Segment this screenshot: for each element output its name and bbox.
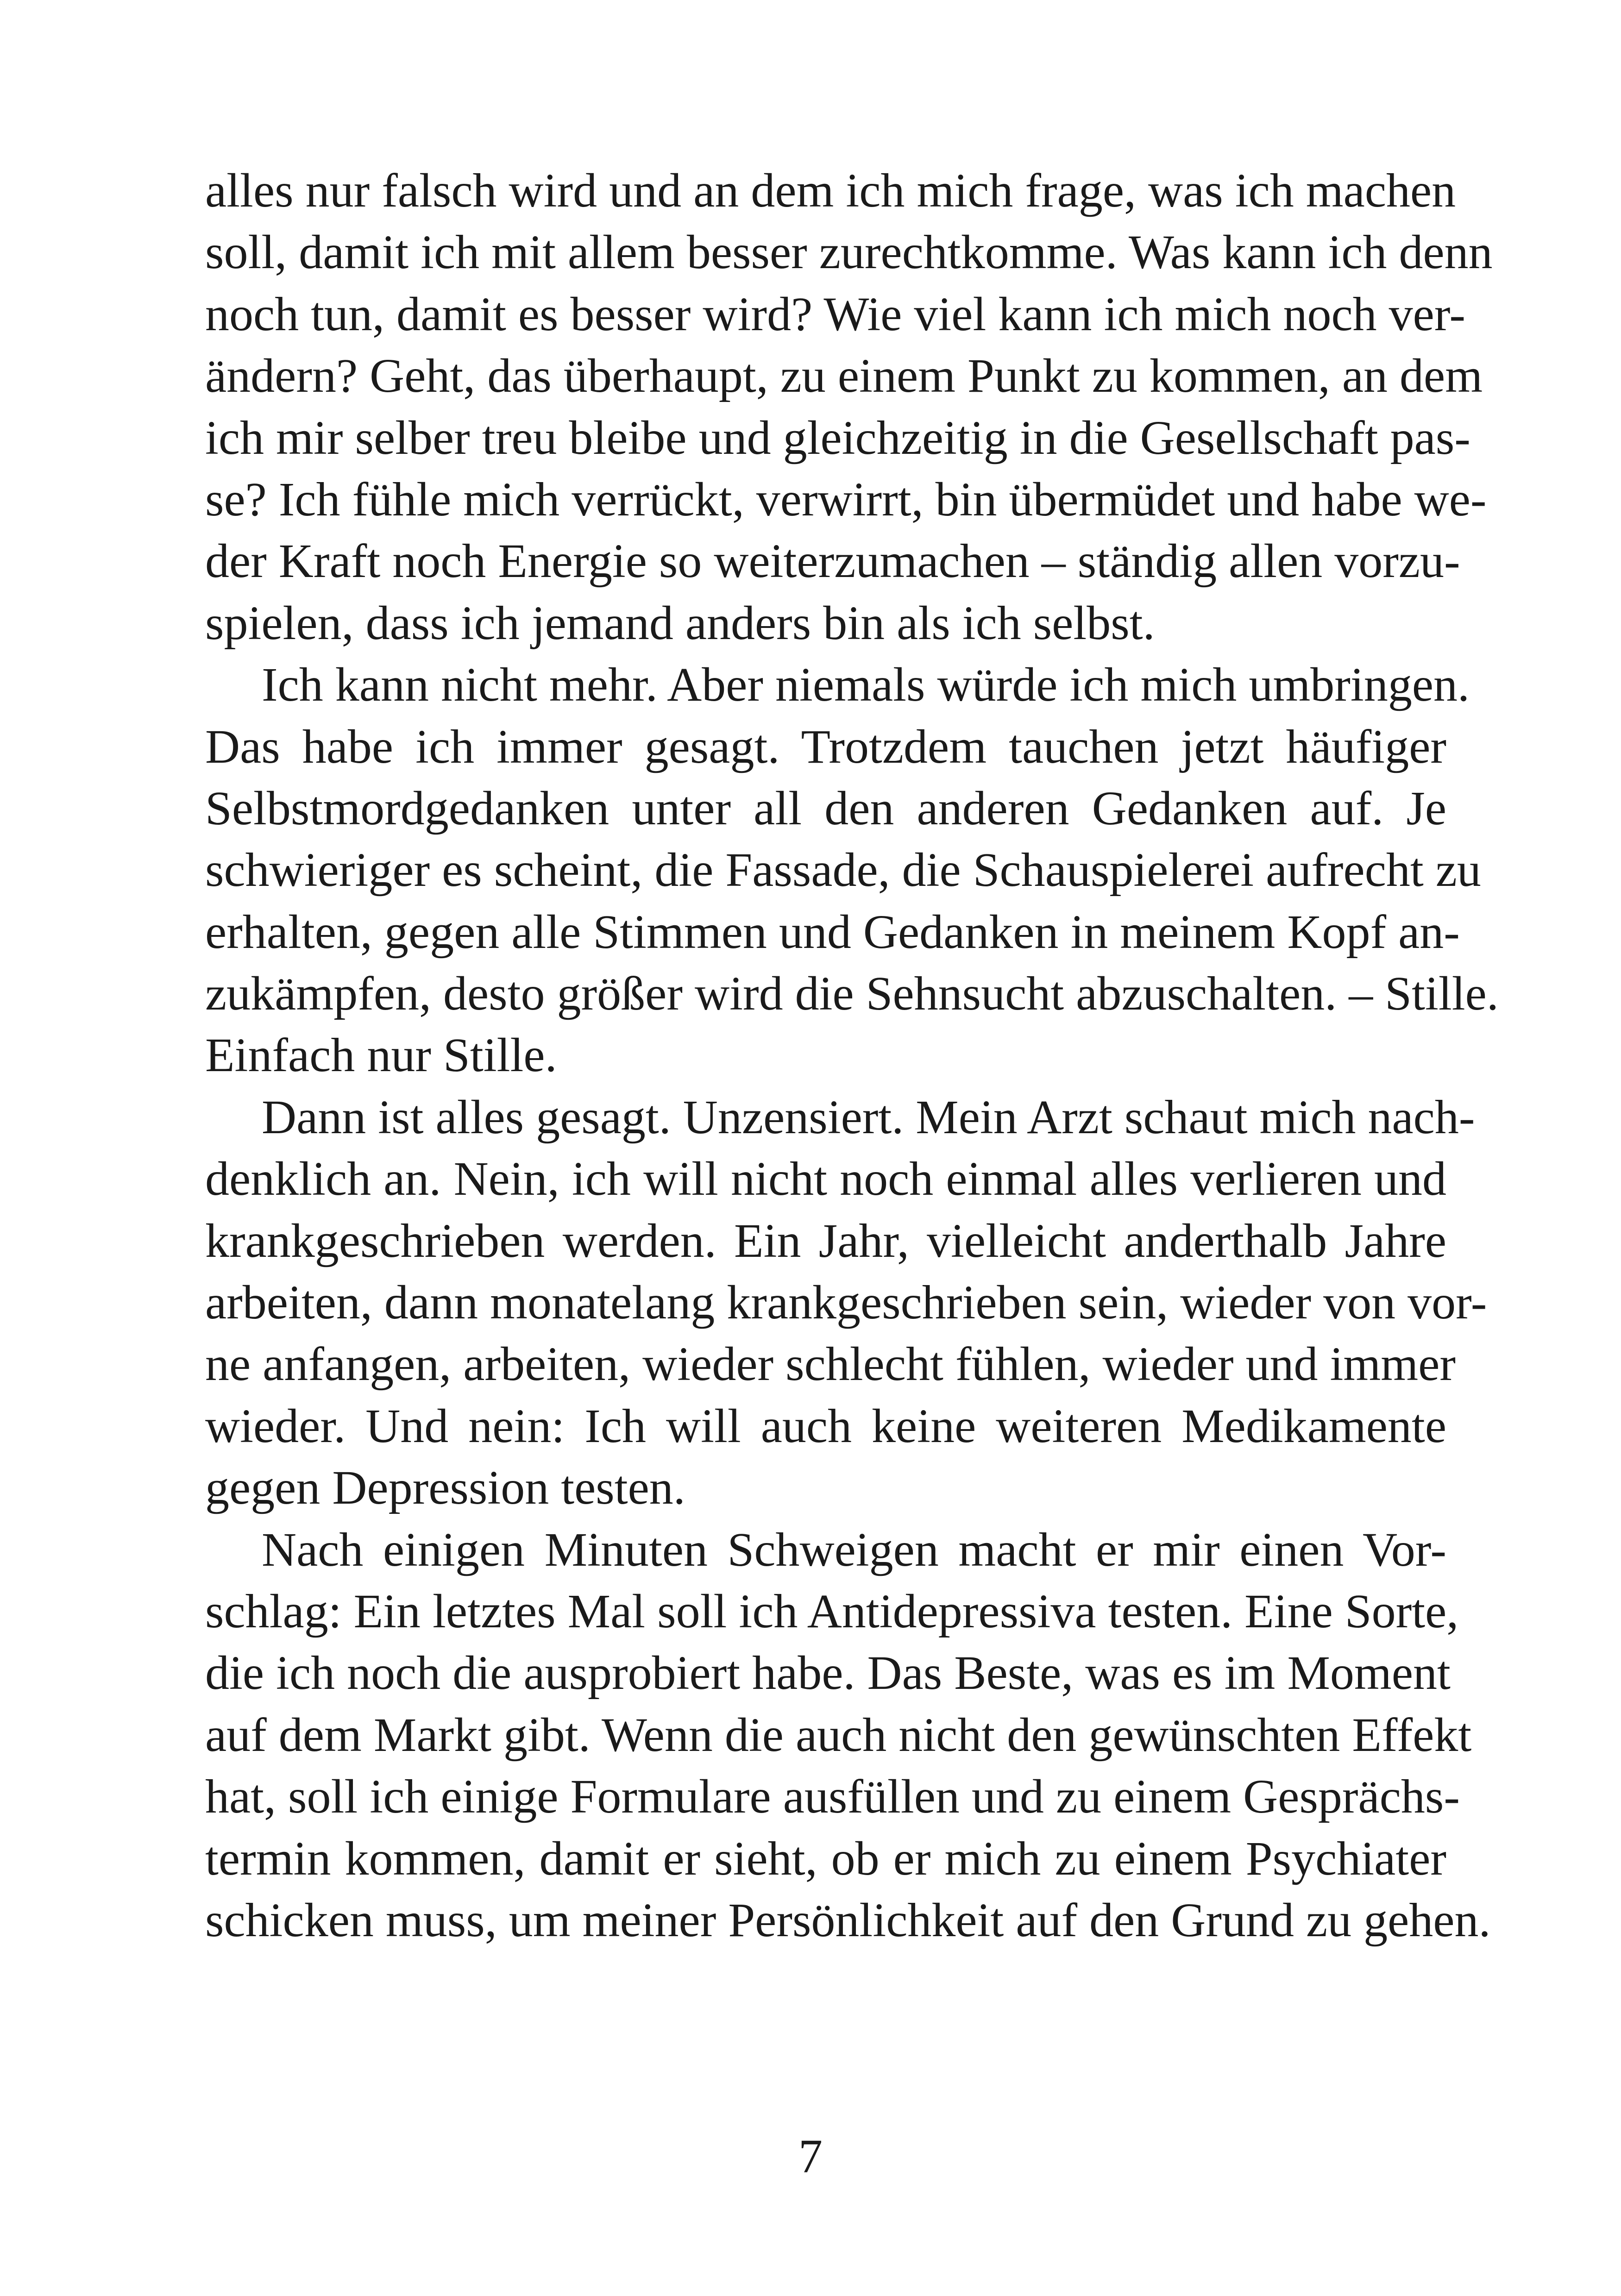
text-line: wieder. Und nein: Ich will auch keine weiteren Medikamente xyxy=(205,1399,1446,1453)
text-line: gegen Depression testen. xyxy=(205,1461,685,1515)
text-line: die ich noch die ausprobiert habe. Das Beste, was es im Moment xyxy=(205,1646,1451,1700)
text-line: Ich kann nicht mehr. Aber niemals würde ich mich umbringen. xyxy=(262,658,1470,712)
text-line: ich mir selber treu bleibe und gleichzeitig in die Gesellschaft pas- xyxy=(205,411,1470,464)
text-line: schwieriger es scheint, die Fassade, die Schauspielerei aufrecht zu xyxy=(205,843,1481,897)
text-line: spielen, dass ich jemand anders bin als ich selbst. xyxy=(205,596,1155,650)
text-line: Nach einigen Minuten Schweigen macht er mir einen Vor- xyxy=(262,1523,1446,1576)
text-line: schicken muss, um meiner Persönlichkeit auf den Grund zu gehen. xyxy=(205,1893,1491,1947)
text-line: Das habe ich immer gesagt. Trotzdem tauchen jetzt häufiger xyxy=(205,720,1446,773)
text-line: auf dem Markt gibt. Wenn die auch nicht den gewünschten Effekt xyxy=(205,1708,1472,1762)
text-line: ändern? Geht, das überhaupt, zu einem Punkt zu kommen, an dem xyxy=(205,349,1483,403)
text-line: der Kraft noch Energie so weiterzumachen – ständig allen vorzu- xyxy=(205,534,1460,588)
text-line: soll, damit ich mit allem besser zurechtkomme. Was kann ich denn xyxy=(205,226,1493,279)
text-line: alles nur falsch wird und an dem ich mich frage, was ich machen xyxy=(205,164,1456,217)
text-line: Selbstmordgedanken unter all den anderen Gedanken auf. Je xyxy=(205,781,1446,835)
text-line: erhalten, gegen alle Stimmen und Gedanken in meinem Kopf an- xyxy=(205,905,1460,959)
body-text xyxy=(205,160,1499,1951)
text-line: noch tun, damit es besser wird? Wie viel kann ich mich noch ver- xyxy=(205,287,1466,341)
text-line: krankgeschrieben werden. Ein Jahr, vielleicht anderthalb Jahre xyxy=(205,1214,1446,1267)
paragraph xyxy=(205,654,1499,1086)
text-line: termin kommen, damit er sieht, ob er mich zu einem Psychiater xyxy=(205,1832,1446,1885)
text-line: denklich an. Nein, ich will nicht noch einmal alles verlieren und xyxy=(205,1152,1446,1206)
text-line: Dann ist alles gesagt. Unzensiert. Mein Arzt schaut mich nach- xyxy=(262,1090,1475,1144)
text-line: hat, soll ich einige Formulare ausfüllen und zu einem Gesprächs- xyxy=(205,1770,1460,1824)
text-line: se? Ich fühle mich verrückt, verwirrt, bin übermüdet und habe we- xyxy=(205,472,1487,526)
paragraph xyxy=(205,1519,1491,1951)
paragraph xyxy=(205,160,1493,654)
text-line: Einfach nur Stille. xyxy=(205,1029,557,1082)
paragraph xyxy=(205,1086,1487,1519)
text-line: schlag: Ein letztes Mal soll ich Antidepressiva testen. Eine Sorte, xyxy=(205,1584,1459,1638)
text-line: zukämpfen, desto größer wird die Sehnsucht abzuschalten. – Stille. xyxy=(205,967,1499,1021)
page-number: 7 xyxy=(798,2130,823,2183)
text-line: arbeiten, dann monatelang krankgeschrieben sein, wieder von vor- xyxy=(205,1276,1487,1330)
text-line: ne anfangen, arbeiten, wieder schlecht fühlen, wieder und immer xyxy=(205,1337,1456,1391)
